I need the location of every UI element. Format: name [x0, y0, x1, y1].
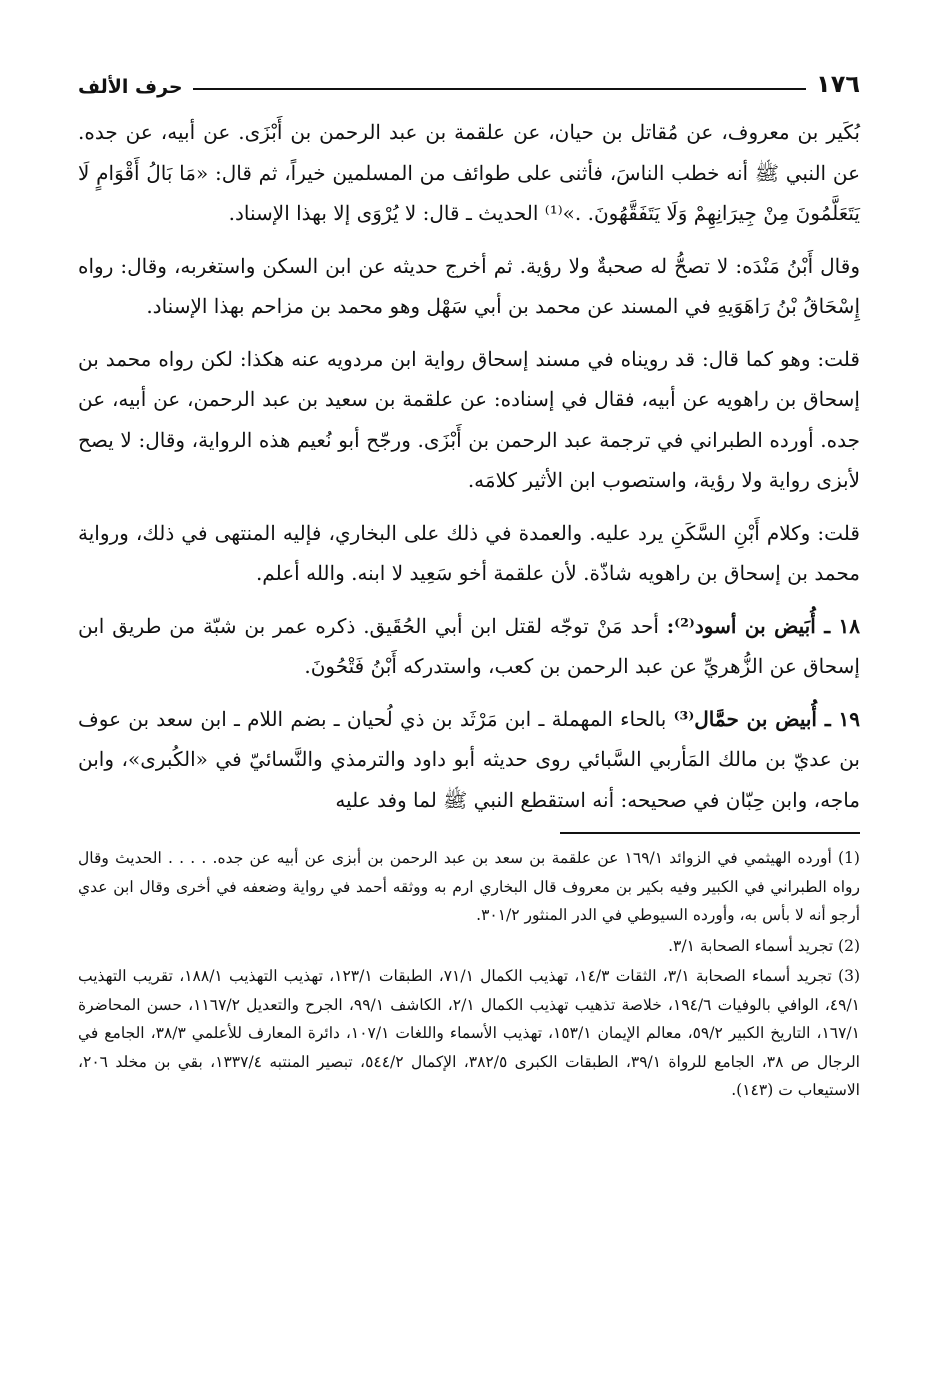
footnote-3: (3) تجريد أسماء الصحابة ٣/١، الثقات ١٤/٣، تهذيب الكمال ٧١/١، الطبقات ١٢٣/١، تهذيب التهذيب ١٨٨/١، تقريب التهذيب ٤٩/١، الوافي بالوفيات ١٩٤/٦، خلاصة تذهيب تهذيب الكمال ٢/١، الكاشف ٩٩/١، الجرح والتعديل ١١٦٧/٢، حسن المحاضرة ١٦٧/١، التاريخ الكبير ٥٩/٢، معالم الإيمان ١٥٣/١، تهذيب الأسماء واللغات ١٠٧/١، دائرة المعارف للأعلمي ٣٨/٣، الجامع في الرجال ص ٣٨، الجامع للرواة ٣٩/١، الطبقات الكبرى ٣٨٢/٥، الإكمال ٥٤٤/٢، تبصير المنتبه ١٣٣٧/٤، بقي بن مخلد ٢٠٦، الاستيعاب ت (١٤٣).	[78, 967, 861, 1099]
page-number: ١٧٦	[816, 70, 860, 98]
paragraph: وقال أَبْنُ مَنْدَه: لا تصحُّ له صحبةٌ ولا رؤية. ثم أخرج حديثه عن ابن السكن واستغربه، وقال: رواه إِسْحَاقُ بْنُ رَاهَوَيهِ في المسند عن محمد بن أبي سَهْل وهو محمد بن مزاحم بهذا الإسناد.	[78, 253, 860, 318]
paragraph: قلت: وكلام أَبْنِ السَّكَنِ يرد عليه. والعمدة في ذلك على البخاري، فإليه المنتهى في ذلك، ورواية محمد بن إسحاق بن راهويه شاذّة. لأن علقمة أخو سَعِيد لا ابنه. والله أعلم.	[78, 520, 860, 585]
paragraph: بُكَير بن معروف، عن مُقاتل بن حيان، عن علقمة بن عبد الرحمن بن أَبْزَى. عن أبيه، عن جده. عن النبي ﷺ أنه خطب الناسَ، فأثنى على طوائف من المسلمين خيراً، ثم قال: «مَا بَالُ أَقْوَامٍ لَا يَتَعَلَّمُونَ مِنْ جِيرَانِهِمْ وَلَا يَتَفَقَّهُونَ. .»⁽¹⁾ الحديث ـ قال: لا يُرْوَى إلا بهذا الإسناد.	[78, 120, 860, 225]
main-text	[78, 112, 860, 820]
footnote-2: (2) تجريد أسماء الصحابة ٣/١.	[668, 936, 860, 955]
entry-19	[78, 699, 860, 821]
entry-text: أحد مَنْ توجّه لقتل ابن أبي الحُقَيق. ذكره عمر بن شبّة من طريق ابن إسحاق عن الزُّهريِّ عن عبد الرحمن بن كعب، واستدركه أَبْنُ فَتْحُونَ.	[78, 613, 860, 678]
entry-18	[78, 606, 860, 687]
footnote-1: (1) أورده الهيثمي في الزوائد ١٦٩/١ عن علقمة بن سعد بن عبد الرحمن بن أبزى عن أبيه عن جده. . . . . الحديث وقال رواه الطبراني في الكبير وفيه بكير بن معروف قال البخاري ارم به ووثقه أحمد في رواية وضعفه في أخرى وقال ابن عدي أرجو أنه لا بأس به، وأورده السيوطي في الدر المنثور ٣٠١/٢.	[78, 849, 860, 924]
running-head	[78, 58, 860, 98]
header-rule	[193, 88, 806, 90]
paragraph: قلت: وهو كما قال: قد رويناه في مسند إسحاق رواية ابن مردويه عنه هكذا: لكن رواه محمد بن إسحاق بن راهويه عن أبيه، فقال في إسناده: عن علقمة بن سعيد بن عبد الرحمن، عن أبيه، عن جده. أورده الطبراني في ترجمة عبد الرحمن بن أَبْزَى. ورجّح أبو نُعيم هذه الرواية، وقال: لا يصح لأبزى رواية ولا رؤية، واستصوب ابن الأثير كلامَه.	[78, 346, 860, 492]
footnotes	[78, 844, 860, 1105]
entry-label: ١٨ ـ أُبَيض بن أسود⁽²⁾:	[666, 613, 861, 638]
entry-label: ١٩ ـ أُبيض بن حمَّال⁽³⁾	[673, 706, 861, 731]
entry-text: بالحاء المهملة ـ ابن مَرْثَد بن ذي لُحيان ـ بضم اللام ـ ابن سعد بن عوف بن عديّ بن مالك المَأربي السَّبائي روى حديثه أبو داود والترمذي والنَّسائيّ في «الكُبرى»، وابن ماجه، وابن حِبّان في صحيحه: أنه استقطع النبي ﷺ لما وفد عليه	[78, 706, 860, 812]
chapter-title: حرف الألف	[78, 76, 183, 98]
footnote-separator	[560, 832, 860, 834]
